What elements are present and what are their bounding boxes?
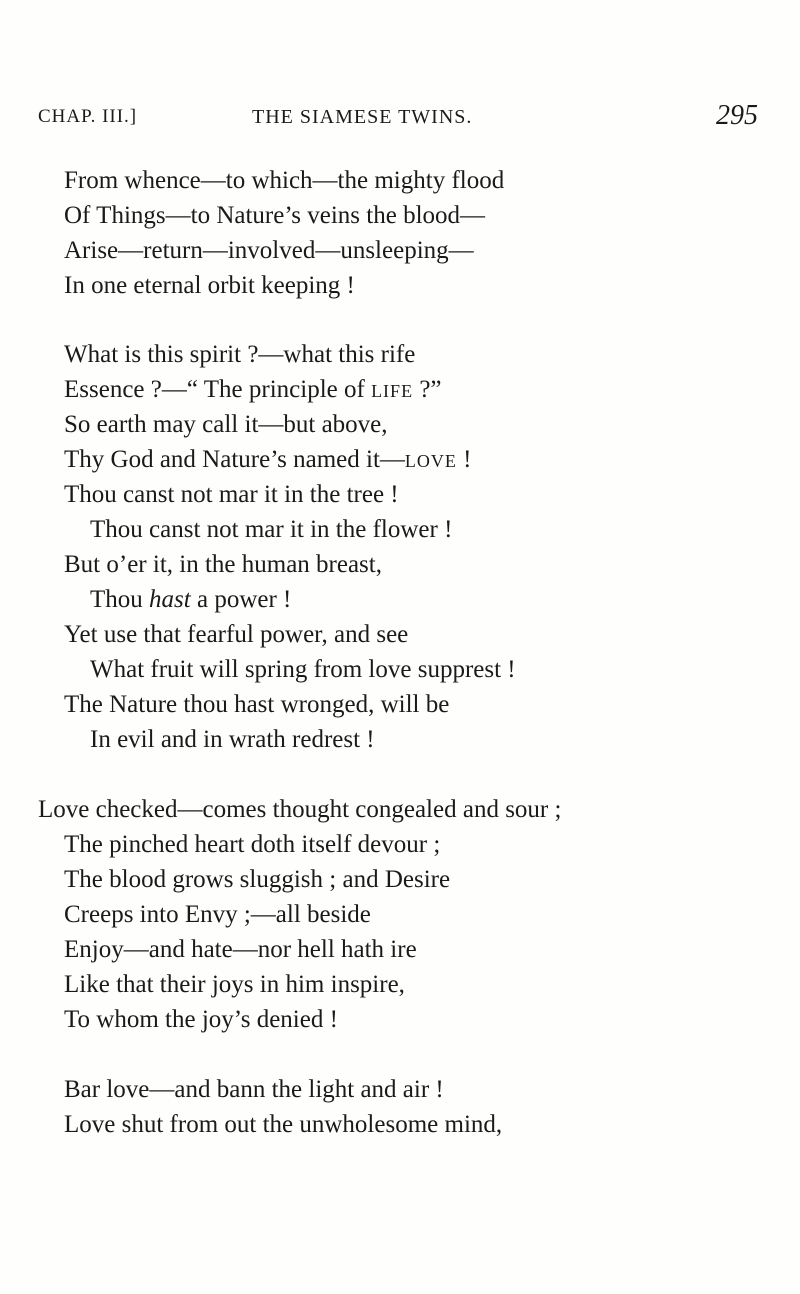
poem-line: What is this spirit ?—what this rife <box>64 341 416 368</box>
line-text: Essence ?—“ The principle of <box>64 376 372 403</box>
poem-line <box>90 585 291 615</box>
poem-line: So earth may call it—but above, <box>64 411 388 438</box>
poem-line: Bar love—and bann the light and air ! <box>64 1076 444 1103</box>
poem-line: Yet use that fearful power, and see <box>64 621 409 648</box>
poem-line: What fruit will spring from love supprest ! <box>90 656 516 683</box>
italic-word: hast <box>149 586 191 613</box>
chapter-label: CHAP. III.] <box>38 106 138 127</box>
running-title: THE SIAMESE TWINS. <box>252 106 473 128</box>
line-text: Thy God and Nature’s named it— <box>64 446 405 473</box>
line-text: ?” <box>413 376 442 403</box>
small-caps-word: life <box>371 376 414 403</box>
poem-line: The pinched heart doth itself devour ; <box>64 831 441 858</box>
poem-line: But o’er it, in the human breast, <box>64 551 382 578</box>
line-text: a power ! <box>190 586 292 613</box>
poem-line: Love checked—comes thought congealed and sour ; <box>38 796 562 823</box>
poem-line <box>64 375 442 405</box>
line-text: ! <box>456 446 472 473</box>
poem-line: To whom the joy’s denied ! <box>64 1006 338 1033</box>
poem-line: Enjoy—and hate—nor hell hath ire <box>64 936 417 963</box>
poem-line: Thou canst not mar it in the flower ! <box>90 516 453 543</box>
running-header <box>0 100 800 136</box>
poem-line: Thou canst not mar it in the tree ! <box>64 481 399 508</box>
poem-line: The Nature thou hast wronged, will be <box>64 691 450 718</box>
poem-line: In evil and in wrath redrest ! <box>90 726 375 753</box>
poem-line: In one eternal orbit keeping ! <box>64 272 355 299</box>
poem-line <box>64 445 471 475</box>
poem-line: Creeps into Envy ;—all beside <box>64 901 371 928</box>
page-number: 295 <box>716 100 758 131</box>
poem-line: Like that their joys in him inspire, <box>64 971 405 998</box>
line-text: Thou <box>90 586 150 613</box>
poem-line: The blood grows sluggish ; and Desire <box>64 866 451 893</box>
poem-line: From whence—to which—the mighty flood <box>64 167 505 194</box>
small-caps-word: love <box>404 446 457 473</box>
poem-line: Of Things—to Nature’s veins the blood— <box>64 202 486 229</box>
poem-line: Arise—return—involved—unsleeping— <box>64 237 474 264</box>
poem-line: Love shut from out the unwholesome mind, <box>64 1111 503 1138</box>
